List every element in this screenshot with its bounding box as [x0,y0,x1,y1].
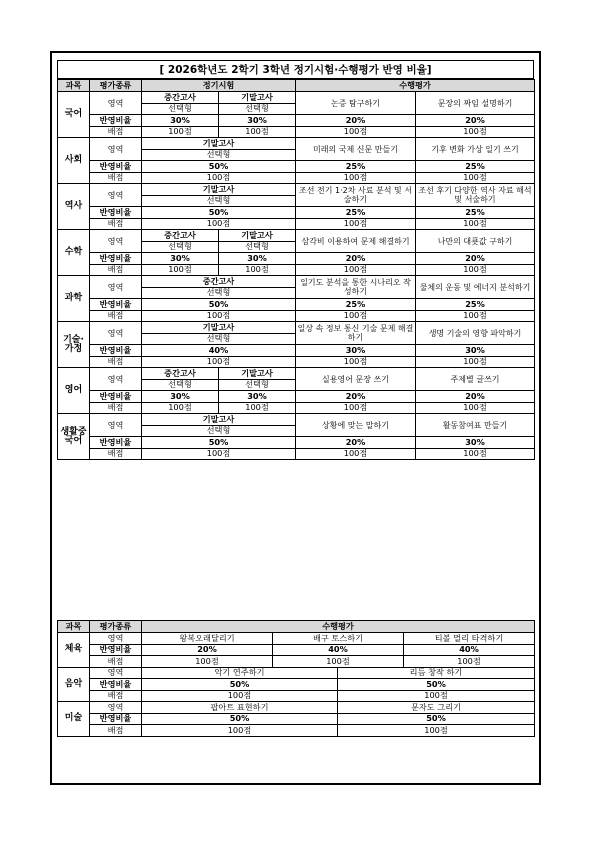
exam-format: 선택형 [219,103,296,115]
task-score: 100점 [416,402,535,414]
task-name: 실용영어 문장 쓰기 [296,368,416,391]
header-type: 평가종류 [90,80,142,92]
task-ratio: 40% [273,644,404,656]
task-ratio: 25% [416,299,535,311]
table-row [58,402,535,414]
label-area: 영역 [90,230,142,253]
label-score: 배점 [90,356,142,368]
table-row [58,184,535,196]
table-row [58,276,535,288]
table-row [58,345,535,357]
table-row [58,80,535,92]
subject-name: 생활중국어 [58,414,90,460]
header-subject: 과목 [58,80,90,92]
subject-name: 국어 [58,92,90,138]
task-name: 기후 변화 가상 일기 쓰기 [416,138,535,161]
table-row [58,264,535,276]
exam-score: 100점 [219,126,296,138]
exam-ratio: 30% [142,115,219,127]
exam-name: 기말고사 [219,368,296,380]
table-row [58,679,535,691]
exam-name: 중간고사 [142,230,219,242]
task-score: 100점 [296,172,416,184]
table-row [58,230,535,242]
table-row [58,92,535,104]
task-name: 조선 후기 다양한 역사 자료 해석 및 서술하기 [416,184,535,207]
exam-name: 기말고사 [219,92,296,104]
exam-score: 100점 [219,264,296,276]
table-row [58,322,535,334]
exam-format: 선택형 [142,103,219,115]
task-ratio: 25% [296,161,416,173]
task-ratio: 20% [296,437,416,449]
task-name: 문자도 그리기 [338,702,535,714]
subject-name: 사회 [58,138,90,184]
exam-score: 100점 [142,356,296,368]
task-score: 100점 [296,218,416,230]
table-row [58,207,535,219]
exam-name: 중간고사 [142,368,219,380]
task-ratio: 20% [296,391,416,403]
task-score: 100점 [416,126,535,138]
task-score: 100점 [142,725,338,737]
label-ratio: 반영비율 [90,644,142,656]
task-name: 생명 기술의 영향 파악하기 [416,322,535,345]
exam-ratio: 30% [219,391,296,403]
exam-ratio: 50% [142,207,296,219]
task-score: 100점 [416,356,535,368]
exam-ratio: 30% [219,253,296,265]
label-area: 영역 [90,633,142,645]
label-ratio: 반영비율 [90,161,142,173]
task-score: 100점 [273,656,404,668]
task-name: 논증 탐구하기 [296,92,416,115]
subject-name: 수학 [58,230,90,276]
exam-score: 100점 [142,172,296,184]
table-row [58,356,535,368]
page-title: [ 2026학년도 2학기 3학년 정기시험·수행평가 반영 비율] [57,60,534,79]
task-name: 미래의 국제 신문 만들기 [296,138,416,161]
label-score: 배점 [90,126,142,138]
task-score: 100점 [416,448,535,460]
label-score: 배점 [90,448,142,460]
task-name: 주제별 글쓰기 [416,368,535,391]
task-name: 리듬 창작 하기 [338,667,535,679]
subject-name: 미술 [58,702,90,737]
exam-score: 100점 [219,402,296,414]
label-ratio: 반영비율 [90,345,142,357]
task-ratio: 40% [404,644,535,656]
subject-name: 음악 [58,667,90,702]
task-name: 상황에 맞는 말하기 [296,414,416,437]
task-ratio: 30% [416,437,535,449]
table-row [58,621,535,633]
performance-only-table [57,620,535,737]
table-row [58,437,535,449]
task-score: 100점 [296,126,416,138]
exam-ratio: 30% [219,115,296,127]
task-score: 100점 [142,656,273,668]
task-ratio: 25% [416,161,535,173]
task-ratio: 20% [416,391,535,403]
table-row [58,667,535,679]
task-ratio: 25% [296,207,416,219]
task-ratio: 20% [296,115,416,127]
label-score: 배점 [90,218,142,230]
table-row [58,448,535,460]
label-area: 영역 [90,322,142,345]
exam-format: 선택형 [142,287,296,299]
exam-score: 100점 [142,402,219,414]
header-performance: 수행평가 [296,80,535,92]
exam-ratio: 40% [142,345,296,357]
subject-name: 체육 [58,633,90,668]
exam-format: 선택형 [142,241,219,253]
exam-format: 선택형 [142,379,219,391]
exam-format: 선택형 [142,195,296,207]
table-row [58,138,535,150]
task-name: 일기도 분석을 통한 시나리오 작성하기 [296,276,416,299]
exam-score: 100점 [142,264,219,276]
task-name: 악기 연주하기 [142,667,338,679]
exam-name: 기말고사 [142,322,296,334]
label-area: 영역 [90,276,142,299]
task-name: 문장의 짜임 설명하기 [416,92,535,115]
task-ratio: 20% [416,253,535,265]
task-ratio: 50% [142,679,338,691]
label-score: 배점 [90,264,142,276]
exam-ratio: 50% [142,437,296,449]
exam-performance-table [57,79,535,460]
exam-ratio: 30% [142,253,219,265]
task-name: 배구 토스하기 [273,633,404,645]
task-ratio: 20% [142,644,273,656]
label-ratio: 반영비율 [90,115,142,127]
exam-ratio: 50% [142,161,296,173]
label-area: 영역 [90,667,142,679]
task-ratio: 25% [416,207,535,219]
exam-score: 100점 [142,126,219,138]
task-name: 나만의 대푯값 구하기 [416,230,535,253]
exam-ratio: 30% [142,391,219,403]
subject-name: 역사 [58,184,90,230]
task-name: 왕복오래달리기 [142,633,273,645]
table-row [58,126,535,138]
label-area: 영역 [90,702,142,714]
task-name: 물체의 운동 및 에너지 분석하기 [416,276,535,299]
label-ratio: 반영비율 [90,207,142,219]
task-ratio: 20% [296,253,416,265]
label-ratio: 반영비율 [90,299,142,311]
exam-format: 선택형 [219,241,296,253]
table-row [58,713,535,725]
exam-ratio: 50% [142,299,296,311]
header-subject: 과목 [58,621,90,633]
exam-score: 100점 [142,310,296,322]
task-ratio: 50% [338,679,535,691]
task-score: 100점 [416,310,535,322]
label-area: 영역 [90,92,142,115]
label-score: 배점 [90,172,142,184]
subject-name: 기술·가정 [58,322,90,368]
exam-format: 선택형 [142,149,296,161]
task-score: 100점 [416,172,535,184]
exam-format: 선택형 [142,333,296,345]
label-area: 영역 [90,138,142,161]
header-performance: 수행평가 [142,621,535,633]
label-score: 배점 [90,725,142,737]
task-score: 100점 [296,310,416,322]
table-row [58,656,535,668]
exam-format: 선택형 [142,425,296,437]
table-row [58,644,535,656]
label-area: 영역 [90,368,142,391]
table-row [58,633,535,645]
label-ratio: 반영비율 [90,391,142,403]
task-name: 조선 전기 1·2차 사료 분석 및 서술하기 [296,184,416,207]
task-ratio: 50% [338,713,535,725]
exam-name: 기말고사 [142,138,296,150]
task-ratio: 20% [416,115,535,127]
label-score: 배점 [90,310,142,322]
table-row [58,161,535,173]
table-row [58,368,535,380]
exam-score: 100점 [142,448,296,460]
label-area: 영역 [90,414,142,437]
table-row [58,725,535,737]
table-row [58,115,535,127]
task-name: 활동참여표 만들기 [416,414,535,437]
task-score: 100점 [338,725,535,737]
label-ratio: 반영비율 [90,679,142,691]
task-score: 100점 [296,356,416,368]
table-row [58,690,535,702]
header-type: 평가종류 [90,621,142,633]
task-ratio: 25% [296,299,416,311]
table-row [58,218,535,230]
label-score: 배점 [90,690,142,702]
label-area: 영역 [90,184,142,207]
task-name: 팝아트 표현하기 [142,702,338,714]
table-row [58,310,535,322]
exam-format: 선택형 [219,379,296,391]
task-score: 100점 [296,402,416,414]
subject-name: 영어 [58,368,90,414]
label-ratio: 반영비율 [90,253,142,265]
table-row [58,391,535,403]
exam-score: 100점 [142,218,296,230]
task-ratio: 30% [416,345,535,357]
subject-name: 과학 [58,276,90,322]
label-score: 배점 [90,656,142,668]
task-score: 100점 [404,656,535,668]
label-ratio: 반영비율 [90,713,142,725]
exam-name: 중간고사 [142,92,219,104]
label-score: 배점 [90,402,142,414]
task-score: 100점 [142,690,338,702]
task-score: 100점 [296,264,416,276]
exam-name: 중간고사 [142,276,296,288]
task-score: 100점 [416,218,535,230]
task-name: 삼각비 이용하여 문제 해결하기 [296,230,416,253]
table-row [58,414,535,426]
label-ratio: 반영비율 [90,437,142,449]
table-row [58,253,535,265]
table-row [58,172,535,184]
task-name: 티볼 멀리 타격하기 [404,633,535,645]
table-row [58,702,535,714]
table-row [58,299,535,311]
header-regular-exam: 정기시험 [142,80,296,92]
task-score: 100점 [296,448,416,460]
task-ratio: 30% [296,345,416,357]
task-score: 100점 [338,690,535,702]
task-ratio: 50% [142,713,338,725]
task-name: 일상 속 정보 통신 기술 문제 해결하기 [296,322,416,345]
exam-name: 기말고사 [219,230,296,242]
exam-name: 기말고사 [142,184,296,196]
exam-name: 기말고사 [142,414,296,426]
task-score: 100점 [416,264,535,276]
